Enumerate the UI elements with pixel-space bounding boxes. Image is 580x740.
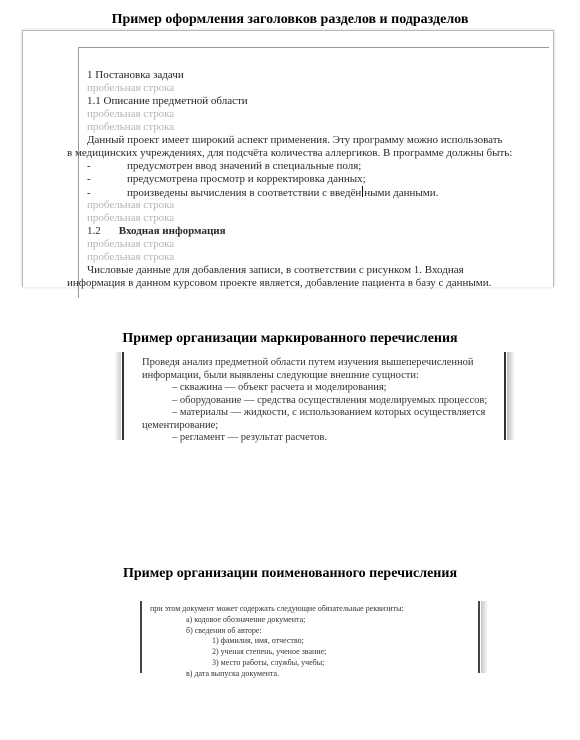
page-edge-right [478, 601, 480, 673]
bullet-dash: - [87, 173, 91, 185]
list-item [87, 173, 547, 186]
paragraph-line: Проведя анализ предметной области путем изучения вышеперечисленной [142, 357, 474, 368]
paragraph-line: информация в данном курсовом проекте является, добавление пациента в базу с данными. [67, 277, 492, 289]
paragraph-line: Числовые данные для добавления записи, в соответствии с рисунком 1. Входная [87, 264, 464, 276]
list-item: – материалы — жидкости, с использованием которых осуществляется [172, 407, 486, 418]
heading-title: Входная информация [118, 225, 226, 237]
blank-line-marker: пробельная строка [87, 238, 175, 250]
heading-number: 1.2 [87, 225, 101, 237]
blank-line-marker: пробельная строка [87, 108, 175, 120]
document-content [67, 69, 547, 290]
paragraph-line: Данный проект имеет широкий аспект применения. Эту программу можно использовать [87, 134, 503, 146]
bulleted-list-content [142, 357, 502, 445]
list-item-text-tail: ными данными. [364, 187, 439, 199]
paragraph-line: в медицинских учреждениях, для подсчёта количества аллергиков. В программе должны быть: [67, 147, 513, 159]
sub-list-item: 1) фамилия, имя, отчество; [212, 636, 304, 646]
list-item [87, 160, 547, 173]
blank-line-marker: пробельная строка [87, 251, 175, 263]
page-shadow [507, 352, 515, 440]
list-item [87, 186, 547, 199]
bullet-dash: - [87, 160, 91, 172]
page-edge-left [140, 601, 142, 673]
paragraph-line: при этом документ может содержать следующие обязательные реквизиты: [150, 604, 404, 613]
page-shadow [481, 601, 488, 673]
blank-line-marker: пробельная строка [87, 212, 175, 224]
bullet-dash: - [87, 187, 91, 199]
named-list-screenshot [138, 601, 488, 678]
list-item-text: предусмотрена просмотр и корректировка данных; [127, 173, 366, 185]
list-item-text: предусмотрен ввод значений в специальные поля; [127, 160, 362, 172]
named-list-content [150, 604, 475, 680]
heading-level-2: 1.1 Описание предметной области [87, 95, 248, 107]
bulleted-list-example-title: Пример организации маркированного перечисления [122, 331, 458, 346]
blank-line-marker: пробельная строка [87, 121, 175, 133]
list-item: б) сведения об авторе: [186, 625, 262, 635]
blank-line-marker: пробельная строка [87, 199, 175, 211]
heading-level-2-bold [87, 225, 547, 238]
list-item-text: произведены вычисления в соответствии с введён [127, 187, 362, 199]
bulleted-list-screenshot [120, 352, 515, 443]
list-item: а) кодовое обозначение документа; [186, 614, 306, 624]
document-page-screenshot [22, 30, 554, 287]
paragraph-line: информации, были выявлены следующие внешние сущности: [142, 369, 419, 381]
blank-line-marker: пробельная строка [87, 82, 175, 94]
list-item: – скважина — объект расчета и моделирования; [172, 382, 387, 393]
heading-level-1: 1 Постановка задачи [87, 69, 184, 81]
page-shadow [114, 352, 121, 440]
list-item: – оборудование — средства осуществления моделируемых процессов; [172, 394, 488, 406]
page-edge-left [122, 352, 124, 440]
section-headers-example-title: Пример оформления заголовков разделов и подразделов [111, 12, 469, 27]
list-item: – регламент — результат расчетов. [172, 432, 328, 443]
page-edge-right [504, 352, 506, 440]
list-item: в) дата выпуска документа. [186, 668, 280, 678]
list-item-continuation: цементирование; [142, 419, 219, 431]
named-list-example-title: Пример организации поименованного перечисления [122, 566, 458, 581]
sub-list-item: 2) ученая степень, ученое звание; [212, 647, 327, 657]
sub-list-item: 3) место работы, службы, учебы; [212, 657, 325, 667]
